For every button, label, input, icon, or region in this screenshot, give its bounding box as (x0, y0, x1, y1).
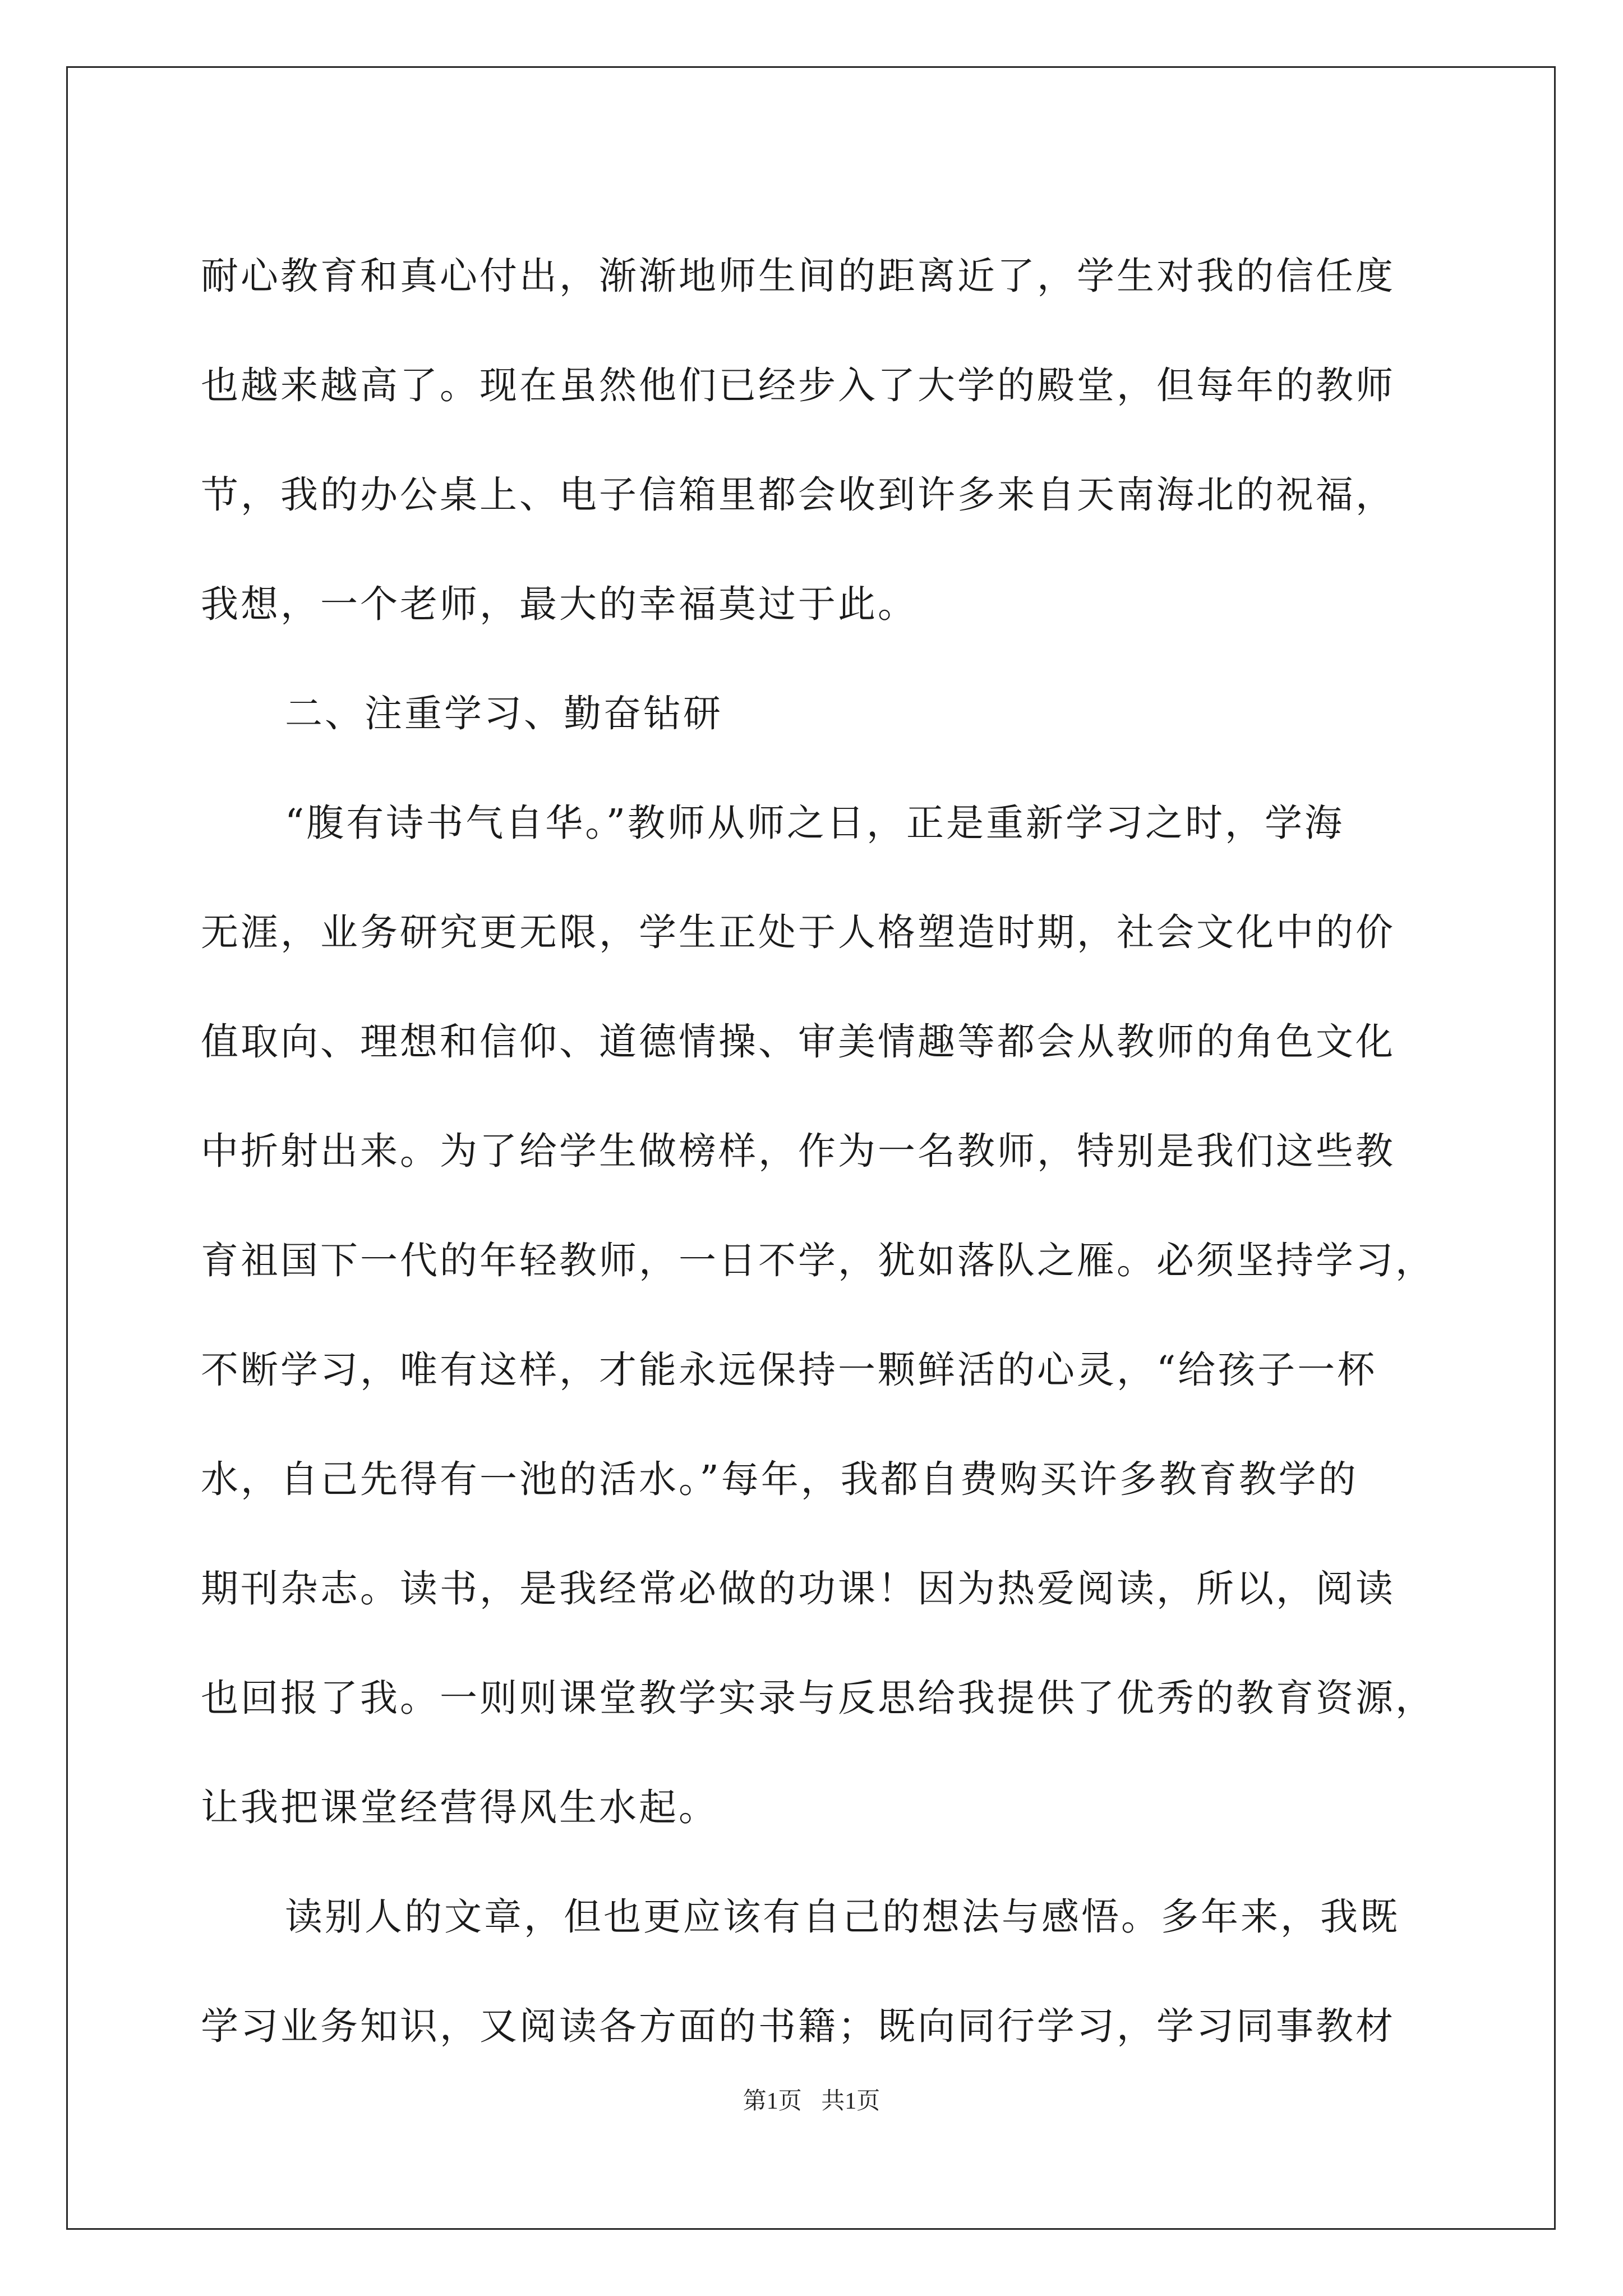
text-line: “腹有诗书气自华。”教师从师之日，正是重新学习之时，学海 (285, 801, 1345, 845)
page-number-total: 共1页 (821, 2088, 880, 2114)
text-line: 育祖国下一代的年轻教师，一日不学，犹如落队之雁。必须坚持学习， (201, 1239, 1435, 1282)
text-line: 不断学习，唯有这样，才能永远保持一颗鲜活的心灵，“给孩子一杯 (201, 1348, 1377, 1392)
text-line: 无涯，业务研究更无限，学生正处于人格塑造时期，社会文化中的价 (201, 910, 1395, 954)
page-number-current: 第1页 (743, 2088, 802, 2114)
text-line: 读别人的文章，但也更应该有自己的想法与感悟。多年来，我既 (285, 1895, 1400, 1939)
text-line: 期刊杂志。读书，是我经常必做的功课！因为热爱阅读，所以，阅读 (201, 1567, 1395, 1611)
document-body (201, 222, 1435, 2081)
text-line: 二、注重学习、勤奋钻研 (285, 692, 723, 735)
text-line: 也回报了我。一则则课堂教学实录与反思给我提供了优秀的教育资源， (201, 1676, 1435, 1720)
text-line: 学习业务知识，又阅读各方面的书籍；既向同行学习，学习同事教材 (201, 2004, 1395, 2048)
text-line: 耐心教育和真心付出，渐渐地师生间的距离近了，学生对我的信任度 (201, 254, 1395, 298)
text-line: 我想，一个老师，最大的幸福莫过于此。 (201, 582, 917, 626)
text-line: 水，自己先得有一池的活水。”每年，我都自费购买许多教育教学的 (201, 1457, 1358, 1501)
text-line: 节，我的办公桌上、电子信箱里都会收到许多来自天南海北的祝福， (201, 473, 1395, 517)
text-line: 让我把课堂经营得风生水起。 (201, 1786, 718, 1829)
text-line: 中折射出来。为了给学生做榜样，作为一名教师，特别是我们这些教 (201, 1129, 1395, 1173)
text-line: 值取向、理想和信仰、道德情操、审美情趣等都会从教师的角色文化 (201, 1020, 1395, 1064)
text-line: 也越来越高了。现在虽然他们已经步入了大学的殿堂，但每年的教师 (201, 364, 1395, 407)
page-footer (0, 2082, 1623, 2116)
